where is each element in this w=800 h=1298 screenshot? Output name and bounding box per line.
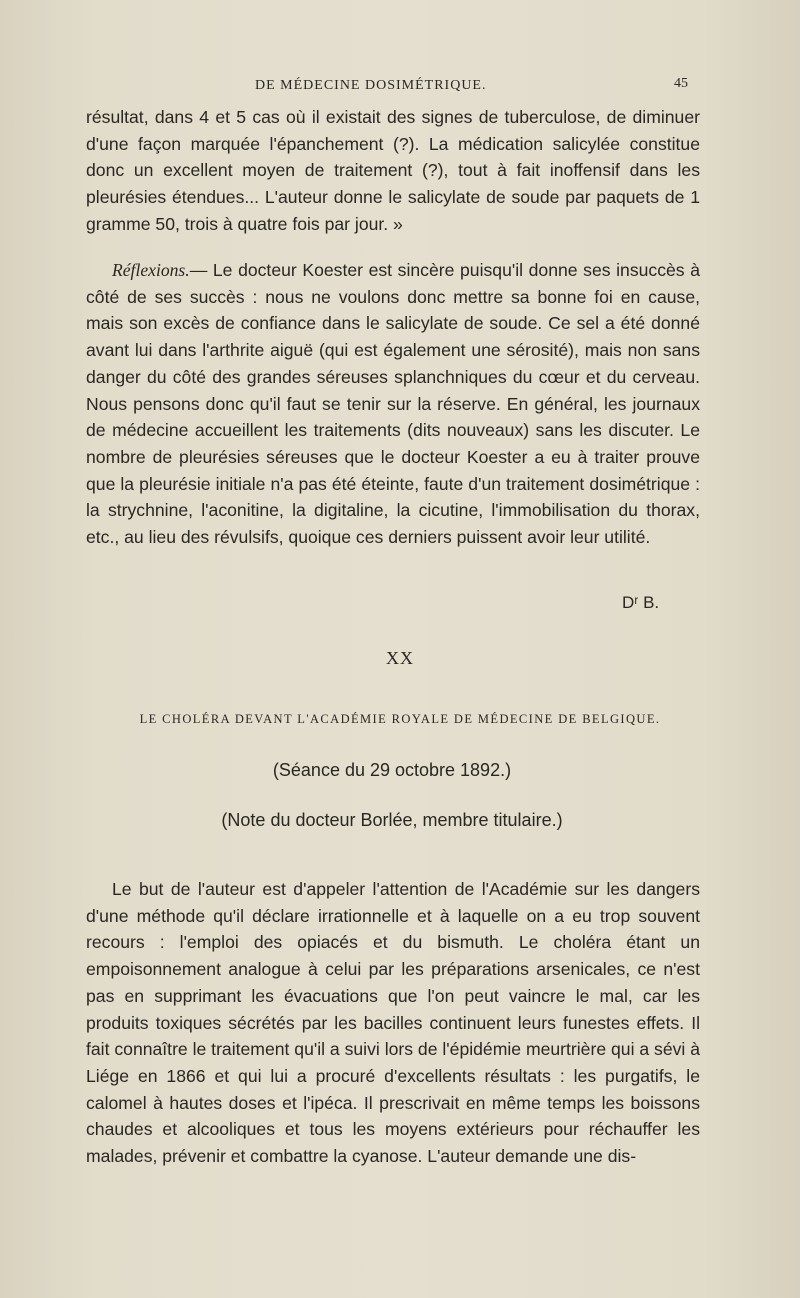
section-title: LE CHOLÉRA DEVANT L'ACADÉMIE ROYALE DE MÉDECINE DE BELGIQUE.: [139, 712, 661, 726]
paragraph-continuation: résultat, dans 4 et 5 cas où il existait des signes de tuberculose, de diminuer d'une façon marquée l'épanchement (?). La médication salicylée constitue donc un excellent moyen de traitement (?), tout à fait inoffensif dans les pleurésies étendues... L'auteur donne le salicylate de soude par paquets de 1 gramme 50, trois à quatre fois par jour. »: [86, 107, 700, 234]
page-number: 45: [674, 76, 688, 91]
text-block-bottom: [86, 876, 700, 1170]
paragraph-reflexions: [86, 257, 700, 551]
running-title: DE MÉDECINE DOSIMÉTRIQUE.: [255, 78, 487, 93]
paragraph-cholera: Le but de l'auteur est d'appeler l'attention de l'Académie sur les dangers d'une méthode qu'il déclare irrationnelle et à laquelle on a eu trop souvent recours : l'emploi des opiacés et du bismuth. Le choléra étant un empoisonnement analogue à celui par les préparations arsenicales, ce n'est pas en supprimant les évacuations que l'on peut vaincre le mal, car les produits toxiques sécrétés par les bacilles continuent leurs funestes effets. Il fait connaître le traitement qu'il a suivi lors de l'épidémie meurtrière qui a sévi à Liége en 1866 et qui lui a procuré d'excellents résultats : les purgatifs, le calomel à hautes doses et l'ipéca. Il prescrivait en même temps les boissons chaudes et alcooliques et tous les moyens extérieurs pour réchauffer les malades, prévenir et combattre la cyanose. L'auteur demande une dis-: [86, 879, 700, 1167]
session-date: (Séance du 29 octobre 1892.): [272, 760, 512, 780]
reflexions-text: — Le docteur Koester est sincère puisqu'il donne ses insuccès à côté de ses succès : nous ne voulons donc mettre sa bonne foi en cause, mais son excès de confiance dans le salicylate de soude. Ce sel a été donné avant lui dans l'arthrite aiguë (qui est également une sérosité), mais non sans danger du côté des grandes séreuses splanchniques du cœur et du cerveau. Nous pensons donc qu'il faut se tenir sur la réserve. En général, les journaux de médecine accueillent les traitements (dits nouveaux) sans les discuter. Le nombre de pleurésies séreuses que le docteur Koester a eu à traiter prouve que la pleurésie initiale n'a pas été éteinte, faute d'un traitement dosimétrique : la strychnine, l'aconitine, la digitaline, la cicutine, l'immobilisation du thorax, etc., au lieu des révulsifs, quoique ces derniers puissent avoir leur utilité.: [86, 260, 700, 548]
author-note: (Note du docteur Borlée, membre titulaire.): [221, 810, 563, 830]
signature: Dʳ B.: [622, 593, 660, 612]
reflexions-label: Réflexions.: [112, 260, 190, 280]
text-block-top: [86, 104, 700, 238]
text-block-reflexions: [86, 257, 700, 551]
section-number: XX: [386, 648, 414, 668]
